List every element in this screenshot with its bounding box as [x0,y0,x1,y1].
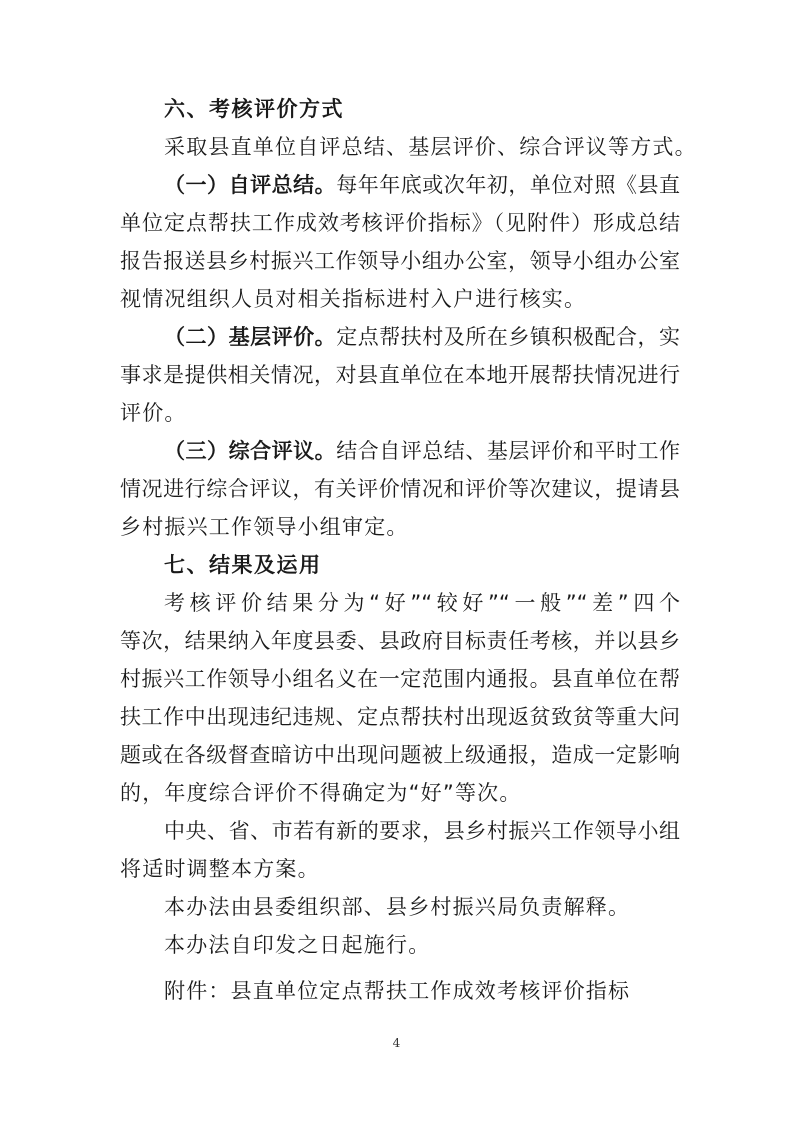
page-number: 4 [392,1036,401,1050]
section-7-p4: 本办法自印发之日起施行。 [164,933,431,957]
item-1-line-3: 报告报送县乡村振兴工作领导小组办公室，领导小组办公室 [120,249,680,273]
item-2-text: 定点帮扶村及所在乡镇积极配合，实 [336,325,681,349]
item-3-line-3: 乡村振兴工作领导小组审定。 [120,515,409,539]
section-6-intro: 采取县直单位自评总结、基层评价、综合评议等方式。 [164,135,697,159]
section-7-p1-line-1: 考核评价结果分为“好”“较好”“一般”“差”四个 [164,591,680,615]
item-1-line-4: 视情况组织人员对相关指标进村入户进行核实。 [120,287,587,311]
item-3-line-2: 情况进行综合评议，有关评价情况和评价等次建议，提请县 [120,477,680,501]
section-7-p1-line-2: 等次，结果纳入年度县委、县政府目标责任考核，并以县乡 [120,629,680,653]
item-3-text: 结合自评总结、基层评价和平时工作 [336,439,681,463]
section-6-title: 六、考核评价方式 [164,97,344,121]
item-2-line-3: 评价。 [120,401,187,425]
section-7-p1-line-5: 题或在各级督查暗访中出现问题被上级通报，造成一定影响 [120,743,680,767]
item-1-first-line [164,170,680,200]
item-3-first-line [164,436,680,466]
item-2-first-line [164,322,680,352]
section-7-p1-line-4: 扶工作中出现违纪违规、定点帮扶村出现返贫致贫等重大问 [120,705,680,729]
item-1-line-2: 单位定点帮扶工作成效考核评价指标》（见附件）形成总结 [120,211,680,235]
section-7-title: 七、结果及运用 [164,553,322,577]
item-3-label: （三）综合评议。 [164,439,337,463]
section-7-p1-line-6: 的，年度综合评价不得确定为“好”等次。 [120,781,522,805]
section-7-p3: 本办法由县委组织部、县乡村振兴局负责解释。 [164,895,631,919]
item-1-label: （一）自评总结。 [164,173,337,197]
item-1-text: 每年年底或次年初，单位对照《县直 [336,173,681,197]
item-2-line-2: 事求是提供相关情况，对县直单位在本地开展帮扶情况进行 [120,363,680,387]
item-2-label: （二）基层评价。 [164,325,337,349]
section-7-p1-line-3: 村振兴工作领导小组名义在一定范围内通报。县直单位在帮 [120,667,680,691]
section-7-p2-line-2: 将适时调整本方案。 [120,857,320,881]
attachment-note: 附件：县直单位定点帮扶工作成效考核评价指标 [164,979,631,1003]
section-7-p2-line-1: 中央、省、市若有新的要求，县乡村振兴工作领导小组 [164,819,680,843]
